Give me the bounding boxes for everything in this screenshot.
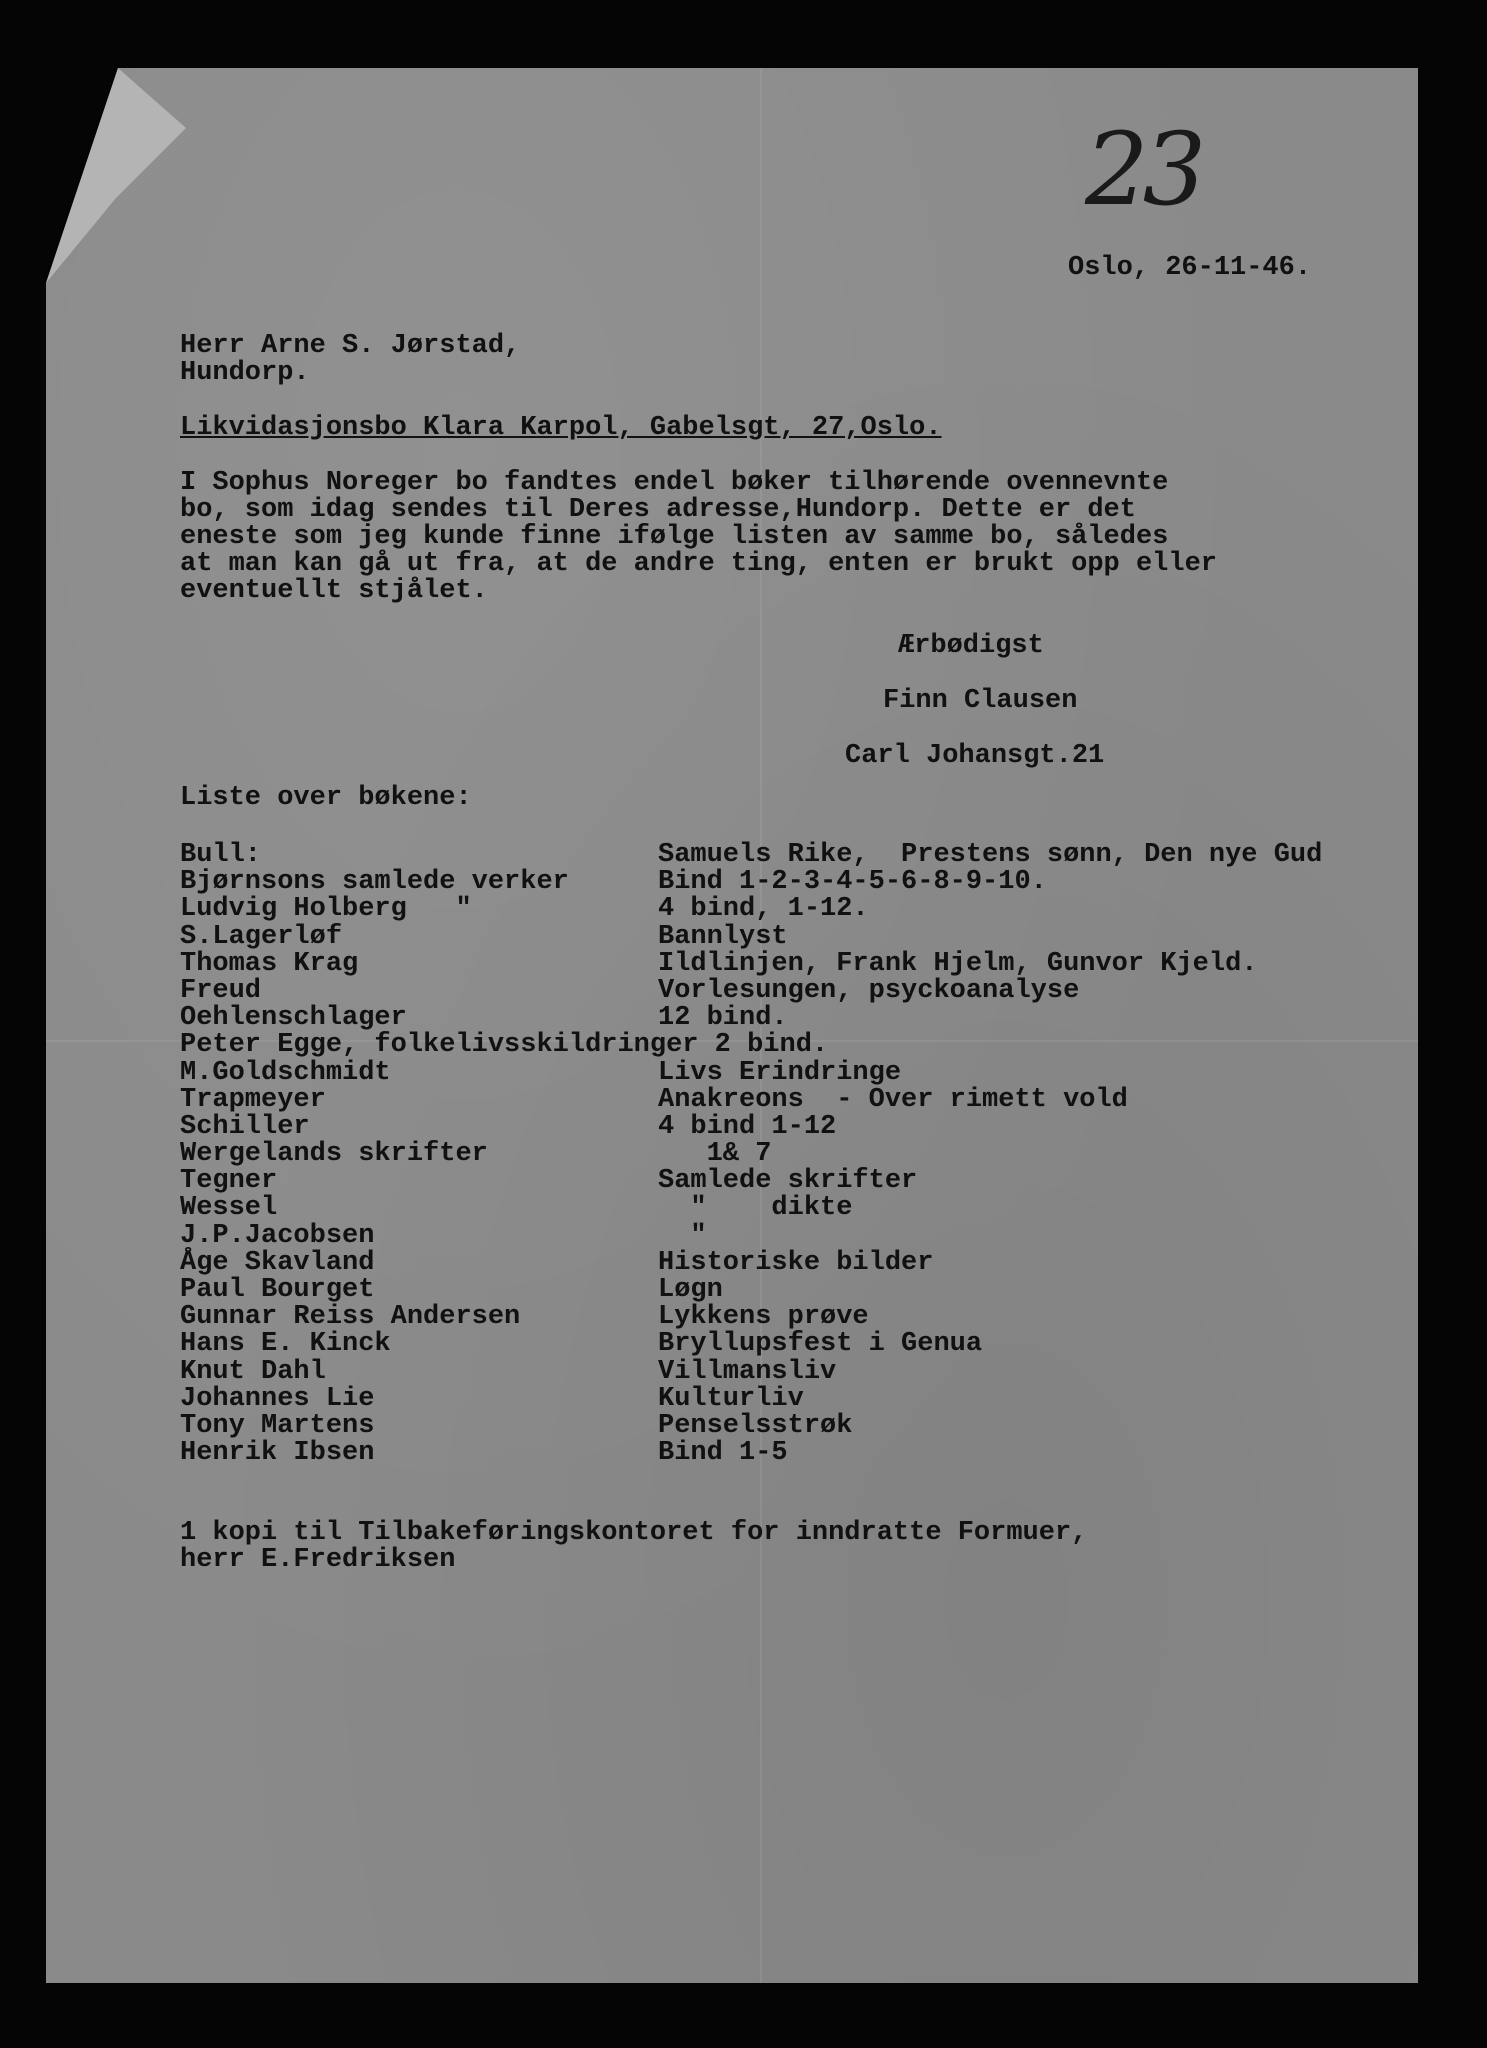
book-titles: " dikte — [658, 1193, 853, 1224]
book-titles: Bannlyst — [658, 921, 788, 952]
book-titles: Lykkens prøve — [658, 1302, 869, 1333]
list-item — [180, 1275, 1360, 1305]
list-item — [180, 894, 1360, 925]
book-author: Tony Martens — [180, 1410, 375, 1441]
book-titles: Historiske bilder — [658, 1247, 934, 1278]
book-titles: Bryllupsfest i Genua — [658, 1329, 983, 1360]
book-author: Freud — [180, 975, 262, 1006]
recipient-line-1: Herr Arne S. Jørstad, — [180, 331, 521, 361]
book-titles: 4 bind, 1-12. — [658, 894, 869, 925]
book-author: Tegner — [180, 1166, 278, 1197]
list-item — [180, 1410, 1360, 1441]
body-line: I Sophus Noreger bo fandtes endel bøker tilhørende ovennevnte — [180, 468, 1169, 498]
body-line: bo, som idag sendes til Deres adresse,Hundorp. Dette er det — [180, 495, 1136, 525]
list-item — [180, 921, 1360, 952]
book-titles: " — [658, 1220, 707, 1251]
book-list — [180, 840, 1360, 1469]
list-item — [180, 1166, 1360, 1197]
list-item — [180, 1247, 1360, 1278]
handwritten-page-number: 23 — [1085, 111, 1201, 228]
book-author: Henrik Ibsen — [180, 1438, 375, 1469]
book-author: Ludvig Holberg " — [180, 894, 472, 925]
book-author: Knut Dahl — [180, 1356, 326, 1387]
book-author: Bull: — [180, 840, 262, 870]
list-item — [180, 975, 1360, 1006]
book-author: Hans E. Kinck — [180, 1329, 391, 1360]
list-item — [180, 1356, 1360, 1387]
book-author: S.Lagerløf — [180, 921, 343, 952]
book-author: Johannes Lie — [180, 1383, 375, 1414]
subject-line: Likvidasjonsbo Klara Karpol, Gabelsgt, 27,Oslo. — [180, 413, 942, 443]
list-item — [180, 1057, 1360, 1088]
book-titles: Penselsstrøk — [658, 1410, 853, 1441]
book-author: Wergelands skrifter — [180, 1139, 488, 1170]
signer-name: Finn Clausen — [883, 686, 1078, 716]
body-line: at man kan gå ut fra, at de andre ting, enten er brukt opp eller — [180, 549, 1217, 579]
book-titles: Anakreons - Over rimett vold — [658, 1084, 1128, 1115]
list-item — [180, 948, 1360, 979]
book-titles: Samlede skrifter — [658, 1166, 918, 1197]
book-titles: Løgn — [658, 1275, 723, 1305]
book-author: Bjørnsons samlede verker — [180, 867, 569, 898]
date-line: Oslo, 26-11-46. — [1068, 253, 1312, 283]
book-titles: 1& 7 — [658, 1139, 772, 1170]
book-author: Thomas Krag — [180, 948, 359, 979]
list-item — [180, 1003, 1360, 1034]
list-title: Liste over bøkene: — [180, 783, 472, 813]
book-titles: Ildlinjen, Frank Hjelm, Gunvor Kjeld. — [658, 948, 1258, 979]
list-item — [180, 1084, 1360, 1115]
body-line: eventuellt stjålet. — [180, 576, 488, 606]
list-item — [180, 1030, 1360, 1061]
list-item — [180, 1220, 1360, 1251]
body-line: eneste som jeg kunde finne ifølge listen av samme bo, således — [180, 522, 1169, 552]
book-titles: Villmansliv — [658, 1356, 837, 1387]
book-titles: 12 bind. — [658, 1003, 788, 1034]
book-author: Paul Bourget — [180, 1275, 375, 1305]
book-author: Trapmeyer — [180, 1084, 326, 1115]
copy-note-line-1: 1 kopi til Tilbakeføringskontoret for inndratte Formuer, — [180, 1518, 1088, 1548]
copy-note-line-2: herr E.Fredriksen — [180, 1545, 456, 1575]
list-item — [180, 867, 1360, 898]
book-author: Schiller — [180, 1111, 310, 1142]
book-titles: Bind 1-5 — [658, 1438, 788, 1469]
list-item — [180, 1302, 1360, 1333]
book-titles: Livs Erindringe — [658, 1057, 902, 1088]
book-author: Åge Skavland — [180, 1247, 375, 1278]
closing-salutation: Ærbødigst — [898, 631, 1044, 661]
book-titles: Vorlesungen, psyckoanalyse — [658, 975, 1080, 1006]
book-author: Gunnar Reiss Andersen — [180, 1302, 521, 1333]
book-author: Oehlenschlager — [180, 1003, 407, 1034]
list-item — [180, 1438, 1360, 1469]
book-titles: Bind 1-2-3-4-5-6-8-9-10. — [658, 867, 1047, 898]
book-titles: Kulturliv — [658, 1383, 804, 1414]
signer-address: Carl Johansgt.21 — [845, 741, 1105, 771]
list-item — [180, 1111, 1360, 1142]
list-item — [180, 1383, 1360, 1414]
book-author: Peter Egge, folkelivsskildringer 2 bind. — [180, 1030, 829, 1061]
book-author: Wessel — [180, 1193, 278, 1224]
list-item — [180, 1139, 1360, 1170]
list-item — [180, 840, 1360, 870]
list-item — [180, 1193, 1360, 1224]
list-item — [180, 1329, 1360, 1360]
recipient-line-2: Hundorp. — [180, 358, 310, 388]
book-author: J.P.Jacobsen — [180, 1220, 375, 1251]
book-titles: 4 bind 1-12 — [658, 1111, 837, 1142]
book-titles: Samuels Rike, Prestens sønn, Den nye Gud — [658, 840, 1323, 870]
book-author: M.Goldschmidt — [180, 1057, 391, 1088]
